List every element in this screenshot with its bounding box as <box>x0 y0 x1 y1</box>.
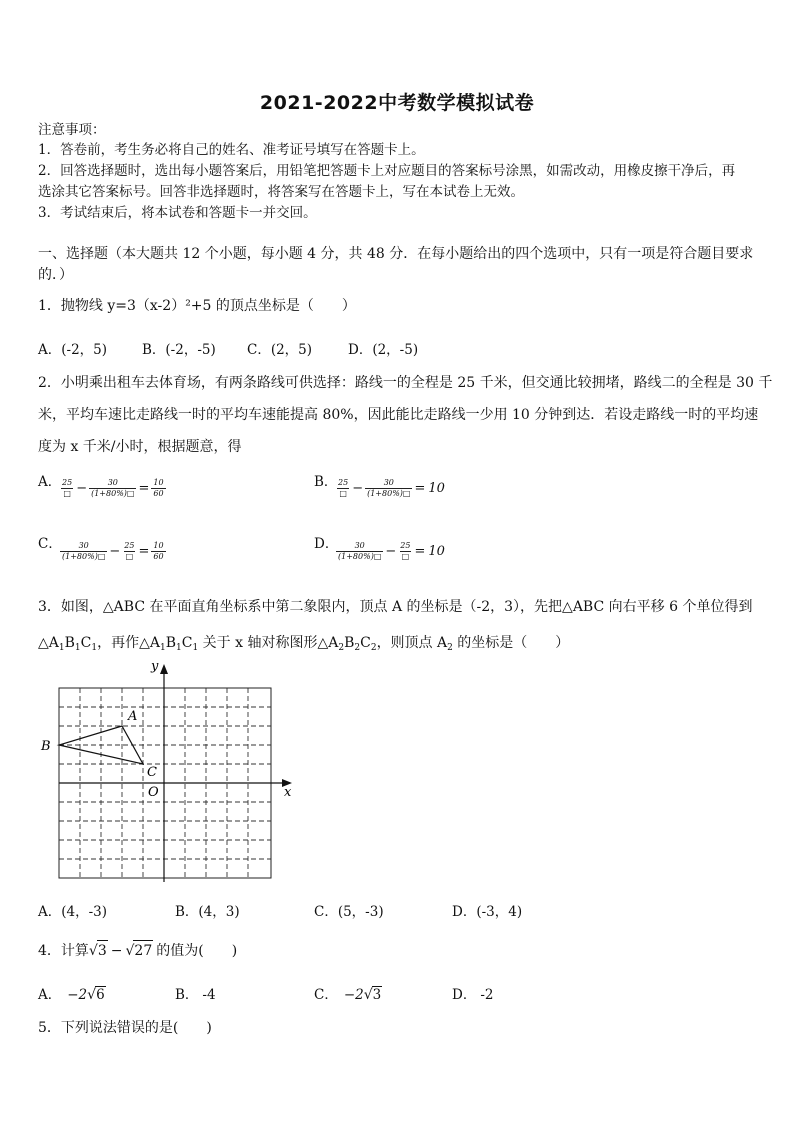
q3-option-a: A．(4，-3) <box>38 904 108 920</box>
point-b-label: B <box>41 739 51 754</box>
q3-option-b: B．(4，3) <box>175 904 240 920</box>
q2-option-d-equation: $\frac{30}{(1+80\%)□}$ − $\frac{25}{□}$ = 10 <box>338 541 445 561</box>
q1-option-c: C．(2，5) <box>247 342 313 358</box>
q2-option-c-label: C． <box>38 536 62 552</box>
q3-stem-line2: $\triangle A_1B_1C_1$，再作$\triangle A_1B_1C_1$ 关于 x 轴对称图形$\triangle A_2B_2C_2$，则顶点 $A_2$ 的坐标是（ ） <box>38 635 570 653</box>
axes <box>59 668 288 882</box>
q2-option-b-equation: $\frac{25}{□}$ − $\frac{30}{(1+80\%)□}$ = 10 <box>338 478 445 498</box>
q4-option-c: C． −2√3 <box>314 987 382 1003</box>
q4-option-a: A． −2√6 <box>38 987 105 1003</box>
point-c-label: C <box>147 765 157 780</box>
q3-option-c: C．(5，-3) <box>314 904 384 920</box>
q2-option-d-label: D． <box>314 536 339 552</box>
point-a-label: A <box>128 709 138 724</box>
q1-option-a: A．(-2，5) <box>38 342 108 358</box>
q4-option-d: D． -2 <box>452 987 494 1003</box>
q1-option-b: B．(-2，-5) <box>142 342 216 358</box>
q2-stem-line3: 度为 x 千米/小时，根据题意，得 <box>38 439 242 455</box>
x-axis-label: x <box>284 785 292 800</box>
q4-option-b: B． -4 <box>175 987 216 1003</box>
q3-stem-line1: 3．如图，△ABC 在平面直角坐标系中第二象限内，顶点 A 的坐标是（-2，3），先把△ABC 向右平移 6 个单位得到 <box>38 599 753 615</box>
notice-item-3: 3．考试结束后，将本试卷和答题卡一并交回。 <box>38 205 317 221</box>
q1-option-d: D．(2，-5) <box>348 342 419 358</box>
section-heading-cont: 的．） <box>38 267 73 283</box>
q2-option-a-label: A． <box>38 474 62 490</box>
q3-option-d: D．(-3，4) <box>452 904 523 920</box>
q1-stem: 1．抛物线 y=3（x-2）²+5 的顶点坐标是（ ） <box>38 298 356 314</box>
notice-item-2: 2．回答选择题时，选出每小题答案后，用铅笔把答题卡上对应题目的答案标号涂黑，如需改动，用橡皮擦干净后，再 <box>38 163 736 179</box>
q4-stem: 4．计算√3 − √27 的值为( ) <box>38 940 237 961</box>
notice-item-2-cont: 选涂其它答案标号。回答非选择题时，将答案写在答题卡上，写在本试卷上无效。 <box>38 184 524 200</box>
q2-stem-line1: 2．小明乘出租车去体育场，有两条路线可供选择：路线一的全程是 25 千米，但交通比较拥堵，路线二的全程是 30 千 <box>38 375 773 391</box>
origin-label: O <box>148 785 159 800</box>
y-axis-arrow <box>160 664 168 674</box>
y-axis-label: y <box>151 659 159 674</box>
q2-stem-line2: 米，平均车速比走路线一时的平均车速能提高 80%，因此能比走路线一少用 10 分钟到达．若设走路线一时的平均速 <box>38 407 759 423</box>
page-title: 2021-2022中考数学模拟试卷 <box>259 92 535 114</box>
q2-option-a-equation: $\frac{25}{□}$ − $\frac{30}{(1+80\%)□}$ = $\frac{10}{60}$ <box>62 478 164 498</box>
section-heading: 一、选择题（本大题共 12 个小题，每小题 4 分，共 48 分．在每小题给出的四个选项中，只有一项是符合题目要求 <box>38 246 754 262</box>
notice-item-1: 1．答卷前，考生务必将自己的姓名、准考证号填写在答题卡上。 <box>38 142 425 158</box>
q3-coordinate-figure <box>36 658 306 888</box>
q2-option-b-label: B． <box>314 474 338 490</box>
notice-heading: 注意事项： <box>38 122 106 138</box>
q5-stem: 5．下列说法错误的是( ) <box>38 1020 212 1036</box>
q2-option-c-equation: $\frac{30}{(1+80\%)□}$ − $\frac{25}{□}$ = $\frac{10}{60}$ <box>62 541 164 561</box>
